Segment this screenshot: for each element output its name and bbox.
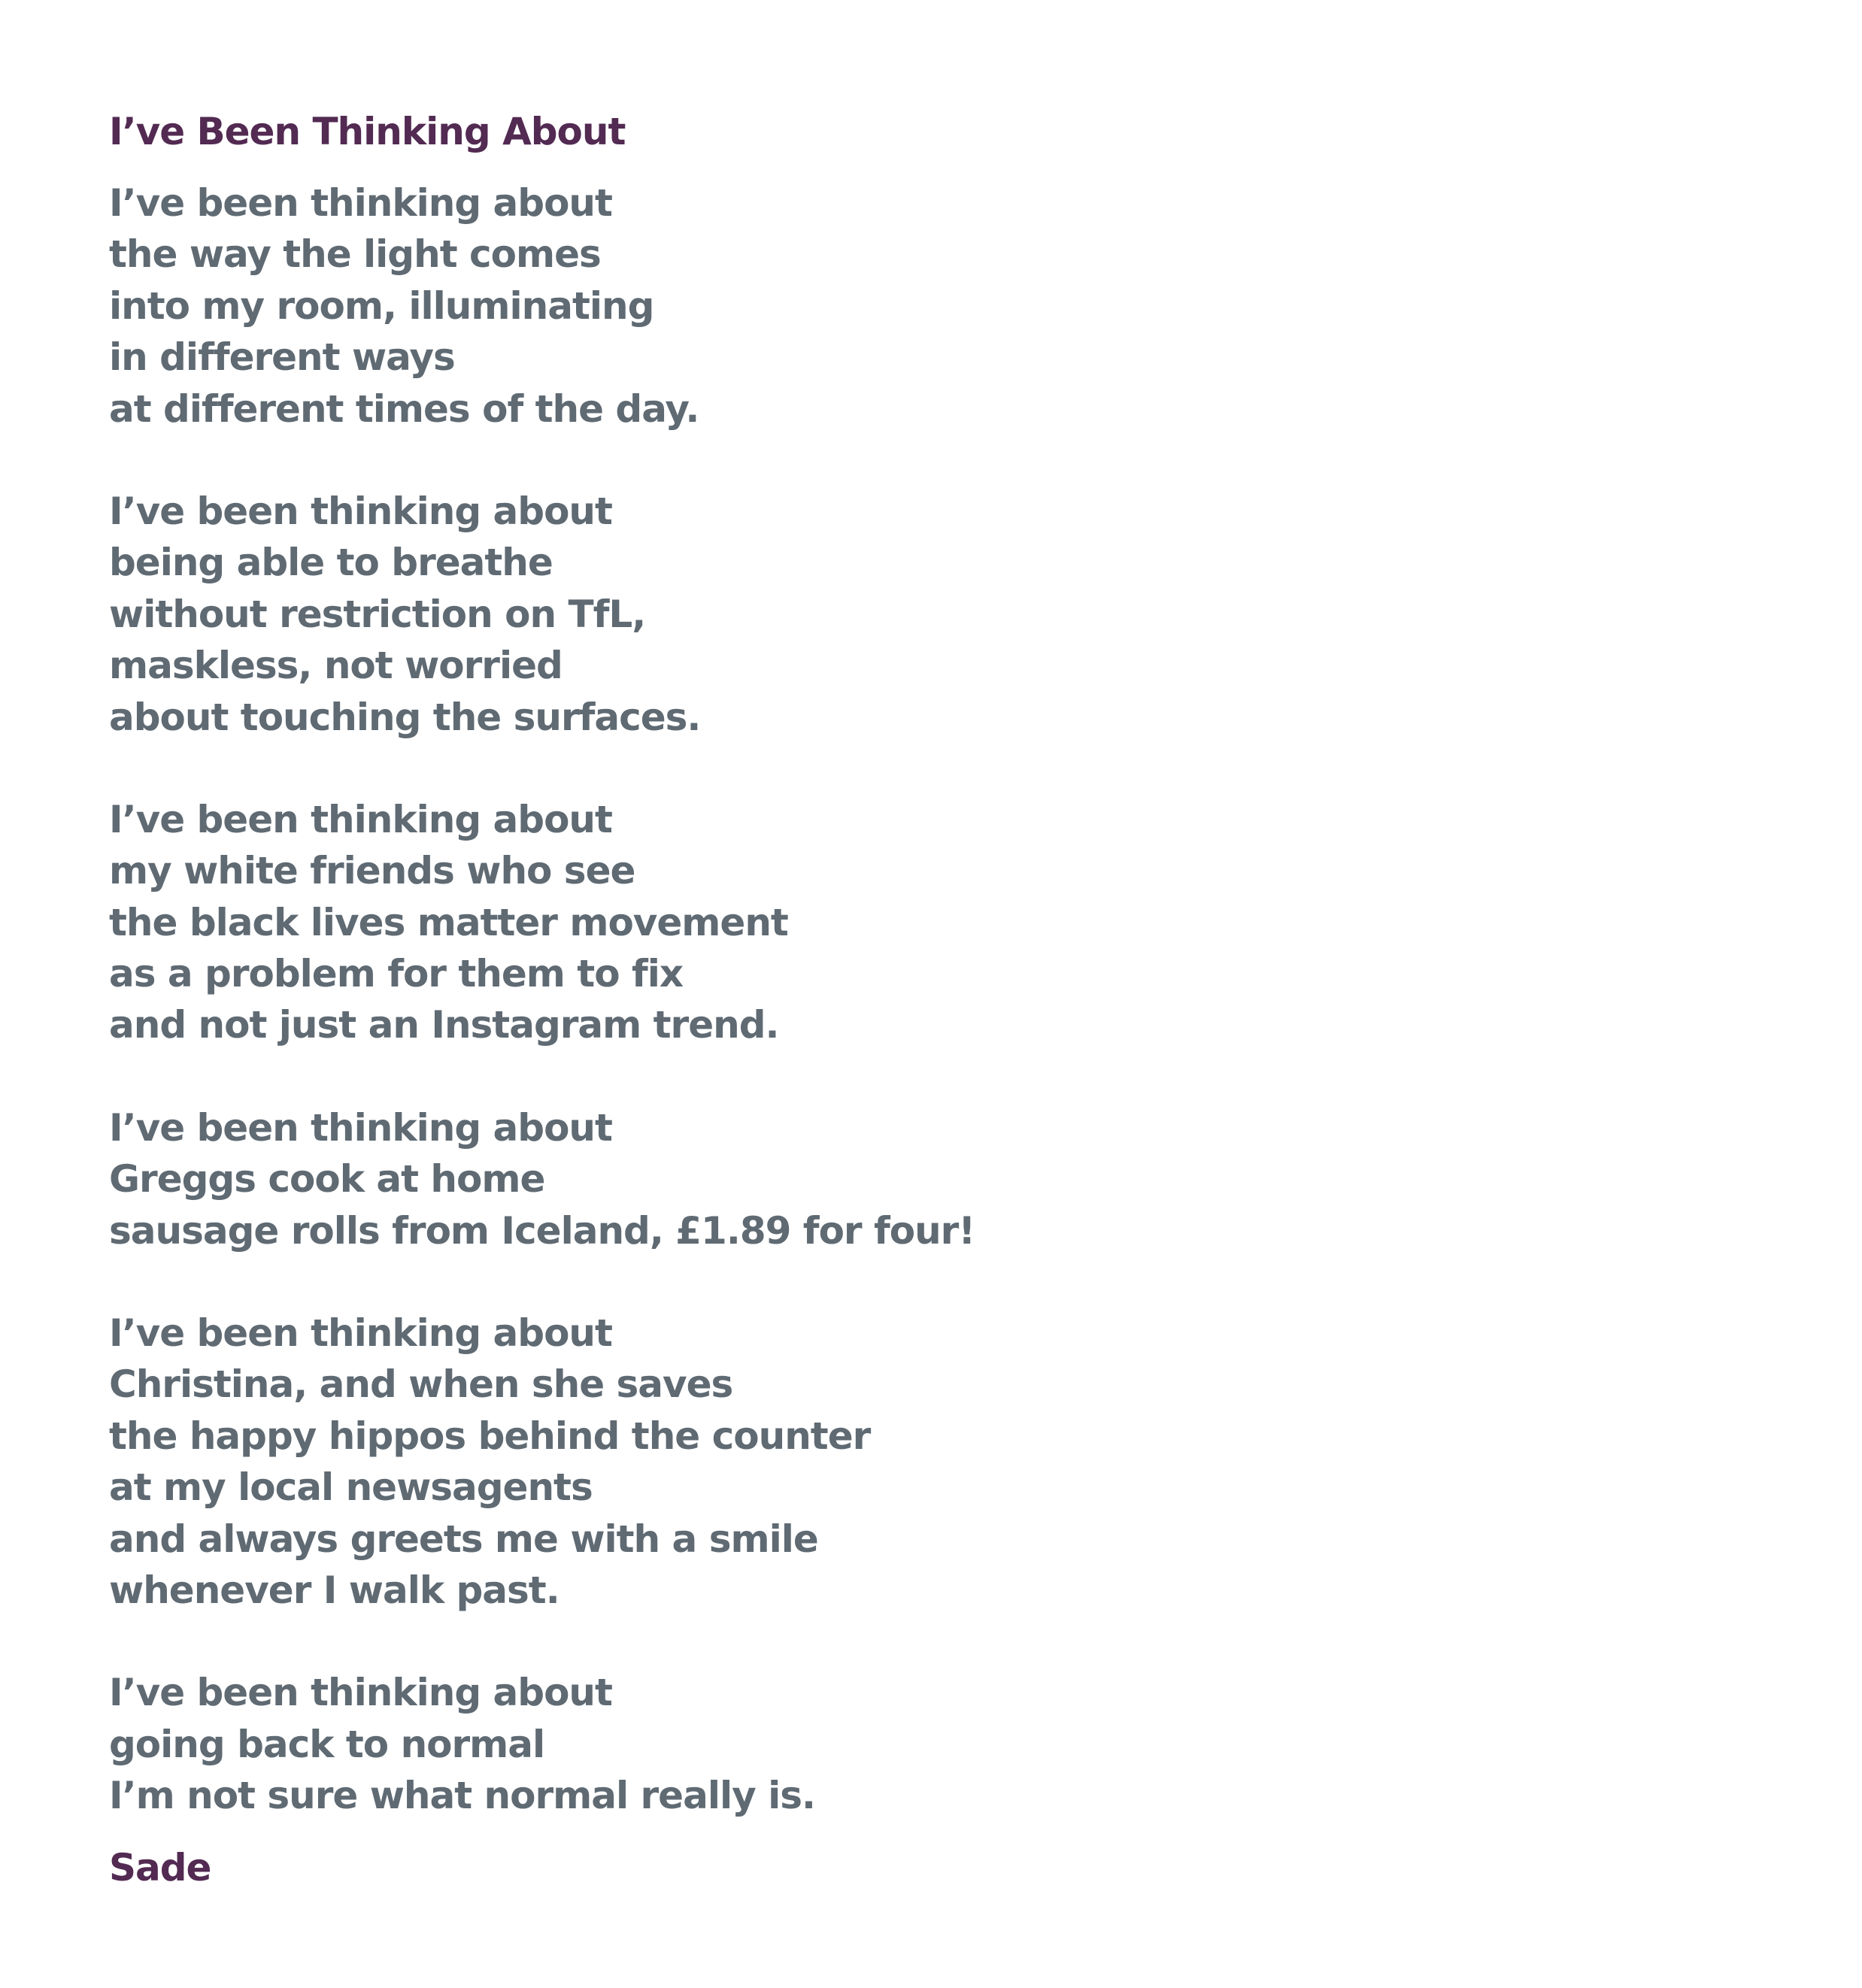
poem-line: the happy hippos behind the counter — [109, 1414, 871, 1458]
poem-line: I’m not sure what normal really is. — [109, 1774, 815, 1818]
poem-line: Christina, and when she saves — [109, 1362, 733, 1407]
poem-line: I’ve been thinking about — [109, 489, 612, 533]
poem-line: I’ve been thinking about — [109, 1105, 612, 1150]
stanza-2 — [109, 486, 1763, 743]
poem-line: going back to normal — [109, 1722, 545, 1766]
stanza-4 — [109, 1102, 1763, 1256]
poem-line: whenever I walk past. — [109, 1568, 560, 1612]
poem-line: at different times of the day. — [109, 386, 699, 431]
poem-line: I’ve been thinking about — [109, 1311, 612, 1356]
poem-line: I’ve been thinking about — [109, 1671, 612, 1715]
poem-line: without restriction on TfL, — [109, 592, 646, 636]
poem-page — [109, 107, 1763, 1893]
poem-line: the black lives matter movement — [109, 900, 788, 944]
poem-line: the way the light comes — [109, 232, 601, 277]
poem-line: maskless, not worried — [109, 644, 563, 688]
stanza-6 — [109, 1667, 1763, 1821]
poem-line: sausage rolls from Iceland, £1.89 for four! — [109, 1208, 975, 1253]
poem-line: being able to breathe — [109, 541, 553, 585]
poem-line: as a problem for them to fix — [109, 952, 684, 996]
poem-line: my white friends who see — [109, 849, 635, 893]
poem-line: about touching the surfaces. — [109, 695, 701, 739]
poem-title: I’ve Been Thinking About — [109, 110, 626, 153]
poem-line: at my local newsagents — [109, 1465, 593, 1510]
poem-line: I’ve been thinking about — [109, 797, 612, 841]
stanza-3 — [109, 794, 1763, 1051]
poem-line: and always greets me with a smile — [109, 1517, 818, 1561]
poem-line: Greggs cook at home — [109, 1157, 545, 1202]
stanza-1 — [109, 177, 1763, 435]
stanza-5 — [109, 1308, 1763, 1616]
poem-author: Sade — [109, 1845, 211, 1890]
poem-line: I’ve been thinking about — [109, 181, 612, 225]
poem-line: and not just an Instagram trend. — [109, 1003, 779, 1047]
poem-line: into my room, illuminating — [109, 283, 654, 328]
poem-line: in different ways — [109, 335, 455, 380]
